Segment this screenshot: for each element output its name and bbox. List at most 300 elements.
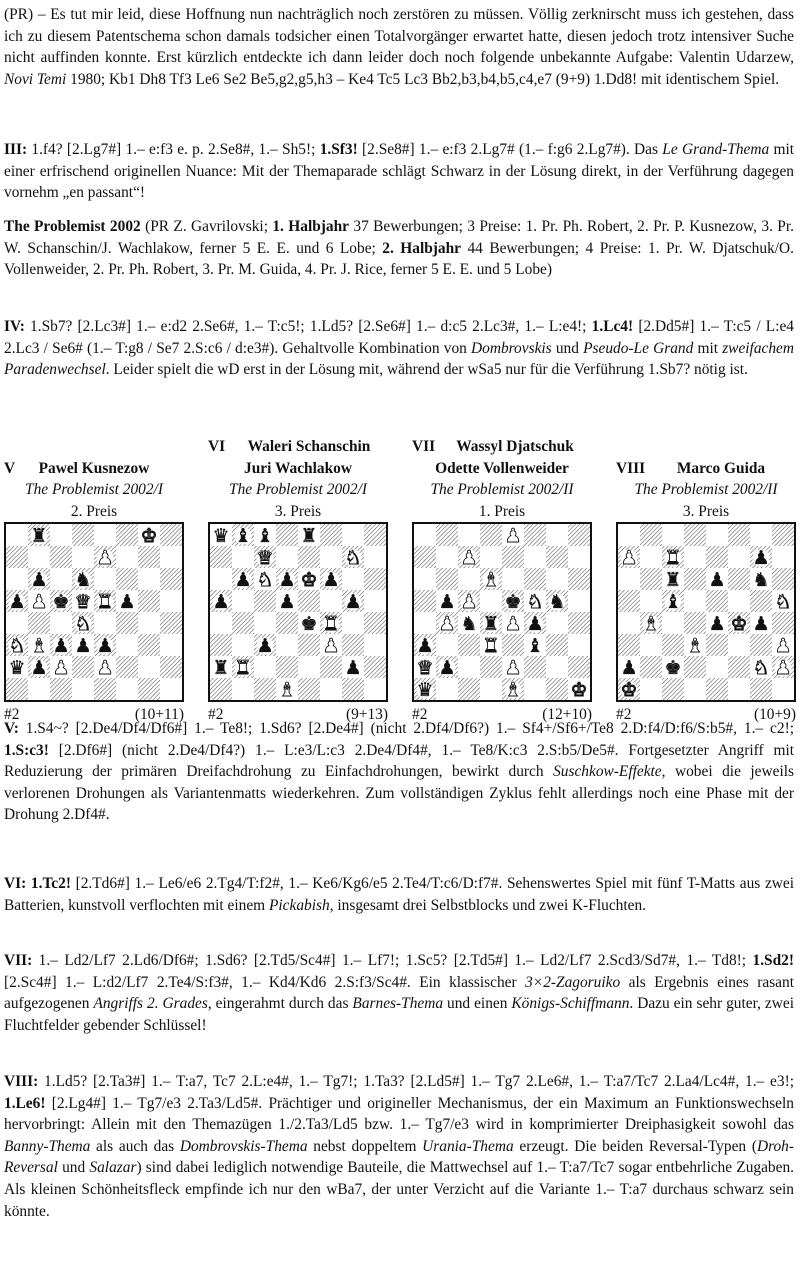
- board-square: [684, 590, 706, 612]
- white-pawn-icon: ♟: [460, 591, 478, 613]
- board-square: [502, 546, 524, 568]
- board-square: [706, 678, 728, 700]
- board-square: [160, 546, 182, 568]
- black-king-icon: ♚: [504, 591, 522, 613]
- black-king-icon: ♚: [300, 613, 318, 635]
- white-queen-icon: ♛: [74, 591, 92, 613]
- board-square: [618, 612, 640, 634]
- board-square: [750, 634, 772, 656]
- diagram-prize: 3. Preis: [682, 502, 730, 520]
- board-square: [772, 612, 794, 634]
- board-square: [276, 656, 298, 678]
- black-pawn-icon: ♟: [416, 635, 434, 657]
- board-square: [728, 678, 750, 700]
- board-square: [546, 524, 568, 546]
- chess-board: [208, 522, 388, 702]
- white-king-icon: ♚: [570, 679, 588, 700]
- board-square: [568, 590, 590, 612]
- black-pawn-icon: ♟: [256, 635, 274, 657]
- black-rook-icon: ♜: [482, 613, 500, 635]
- board-square: [728, 656, 750, 678]
- board-square: [662, 524, 684, 546]
- board-square: [276, 546, 298, 568]
- board-square: [276, 634, 298, 656]
- board-square: [414, 568, 436, 590]
- white-king-icon: ♚: [730, 613, 748, 635]
- black-rook-icon: ♜: [30, 525, 48, 547]
- white-rook-icon: ♜: [482, 635, 500, 657]
- diagram-author: Wassyl Djatschuk: [456, 438, 574, 455]
- black-bishop-icon: ♝: [664, 591, 682, 613]
- white-pawn-icon: ♟: [620, 547, 638, 569]
- board-square: [684, 568, 706, 590]
- board-square: [72, 656, 94, 678]
- board-square: [116, 634, 138, 656]
- board-square: [684, 524, 706, 546]
- board-square: [414, 524, 436, 546]
- board-square: [320, 590, 342, 612]
- board-square: [364, 678, 386, 700]
- piece-count: (12+10): [542, 706, 592, 723]
- board-square: [458, 634, 480, 656]
- board-square: [706, 634, 728, 656]
- diagram-number: VI: [208, 438, 226, 455]
- paragraph-iv: IV: 1.Sb7? [2.Lc3#] 1.– e:d2 2.Se6#, 1.– T:c5!; 1.Ld5? [2.Se6#] 1.– d:c5 2.Lc3#, 1.– L:e4!; 1.Lc4! [2.Dd5#] 1.– T:c5 / L:e4 2.Lc3 / Se6# (1.– T:g8 / Se7 2.S:c6 / d:e3#). Gehaltvolle Kombination von Dombrovskis und Pseudo-Le Grand mit zweifachem Paradenwechsel. Leider spielt die wD erst in der Lösung mit, während der wSa5 nur für die Verführung 1.Sb7? nötig ist.: [4, 318, 795, 379]
- board-square: [28, 546, 50, 568]
- stipulation: #2: [412, 706, 428, 723]
- board-square: [568, 546, 590, 568]
- stipulation: #2: [208, 706, 224, 723]
- board-square: [640, 546, 662, 568]
- board-square: [342, 634, 364, 656]
- piece-count: (10+11): [134, 706, 184, 723]
- black-bishop-icon: ♝: [256, 525, 274, 547]
- board-square: [524, 524, 546, 546]
- board-square: [342, 524, 364, 546]
- board-square: [480, 546, 502, 568]
- board-square: [414, 546, 436, 568]
- board-square: [342, 568, 364, 590]
- board-square: [94, 612, 116, 634]
- board-square: [232, 678, 254, 700]
- board-square: [436, 546, 458, 568]
- board-square: [750, 524, 772, 546]
- diagram-prize: 3. Preis: [274, 502, 322, 520]
- board-square: [160, 678, 182, 700]
- board-square: [342, 612, 364, 634]
- board-square: [364, 524, 386, 546]
- black-rook-icon: ♜: [300, 525, 318, 547]
- board-square: [728, 634, 750, 656]
- board-square: [254, 678, 276, 700]
- board-square: [232, 590, 254, 612]
- diagram-prize: 2. Preis: [70, 502, 118, 520]
- white-bishop-icon: ♝: [482, 569, 500, 591]
- board-square: [750, 590, 772, 612]
- board-square: [138, 634, 160, 656]
- board-square: [546, 634, 568, 656]
- white-rook-icon: ♜: [234, 657, 252, 679]
- board-square: [364, 546, 386, 568]
- board-square: [728, 524, 750, 546]
- diagram-vii: [412, 436, 592, 726]
- board-square: [72, 546, 94, 568]
- black-pawn-icon: ♟: [8, 591, 26, 613]
- board-square: [436, 524, 458, 546]
- white-pawn-icon: ♟: [52, 657, 70, 679]
- black-queen-icon: ♛: [8, 657, 26, 679]
- black-pawn-icon: ♟: [74, 635, 92, 657]
- board-square: [706, 590, 728, 612]
- black-pawn-icon: ♟: [118, 591, 136, 613]
- board-square: [6, 524, 28, 546]
- board-square: [524, 678, 546, 700]
- board-square: [160, 524, 182, 546]
- board-square: [6, 568, 28, 590]
- board-square: [684, 612, 706, 634]
- black-pawn-icon: ♟: [344, 591, 362, 613]
- black-knight-icon: ♞: [752, 569, 770, 591]
- black-rook-icon: ♜: [212, 657, 230, 679]
- board-square: [524, 546, 546, 568]
- white-knight-icon: ♞: [74, 613, 92, 635]
- diagram-source: The Problemist 2002/II: [634, 481, 778, 499]
- board-square: [6, 678, 28, 700]
- board-square: [458, 568, 480, 590]
- board-square: [436, 678, 458, 700]
- board-square: [116, 678, 138, 700]
- board-square: [210, 612, 232, 634]
- diagram-author: Marco Guida: [676, 459, 766, 477]
- board-square: [116, 524, 138, 546]
- board-square: [50, 678, 72, 700]
- board-square: [94, 568, 116, 590]
- board-square: [480, 590, 502, 612]
- board-square: [210, 678, 232, 700]
- board-square: [568, 568, 590, 590]
- board-square: [546, 678, 568, 700]
- board-square: [618, 524, 640, 546]
- black-rook-icon: ♜: [664, 569, 682, 591]
- paragraph-viii: VIII: 1.Ld5? [2.Ta3#] 1.– T:a7, Tc7 2.L:e4#, 1.– Tg7!; 1.Ta3? [2.Ld5#] 1.– Tg7 2.Le6#, 1.– T:a7/Tc7 2.La4/Lc4#, 1.– e3!; 1.Le6! [2.Lg4#] 1.– Tg7/e3 2.Ta3/Ld5#. Prächtiger und origineller Mechanismus, der ein Maximum an Funktionswechseln hervorbringt: Allein mit den Themazügen 1./2.Ta3/Ld5 bzw. 1.– Tg7/e3 wird in komprimierter Dreiphasigkeit sowohl das Banny-Thema als auch das Dombrovskis-Thema nebst doppeltem Urania-Thema erzeugt. Die beiden Reversal-Typen (Droh-Reversal und Salazar) sind dabei lediglich notwendige Bauteile, die Mattwechsel auf 1.– T:a7/Tc7 sogar entbehrliche Zugaben. Als kleinen Schönheitsfleck empfinde ich nur den wBa7, der unter Verzicht auf die Variante 1.– T:a7 durchaus schwarz sein könnte.: [4, 1073, 795, 1220]
- board-square: [458, 524, 480, 546]
- diagram-number: V: [4, 459, 16, 477]
- white-pawn-icon: ♟: [30, 591, 48, 613]
- white-bishop-icon: ♝: [686, 635, 704, 657]
- white-bishop-icon: ♝: [642, 613, 660, 635]
- board-square: [138, 656, 160, 678]
- diagram-header: [208, 436, 388, 522]
- board-square: [160, 634, 182, 656]
- board-square: [28, 612, 50, 634]
- black-pawn-icon: ♟: [52, 635, 70, 657]
- board-square: [210, 634, 232, 656]
- board-square: [568, 612, 590, 634]
- board-square: [276, 612, 298, 634]
- board-square: [436, 634, 458, 656]
- black-queen-icon: ♛: [212, 525, 230, 547]
- board-square: [414, 612, 436, 634]
- board-square: [94, 524, 116, 546]
- white-knight-icon: ♞: [344, 547, 362, 569]
- diagram-author: Waleri Schanschin: [247, 438, 371, 455]
- board-square: [480, 678, 502, 700]
- board-square: [6, 546, 28, 568]
- diagram-header: [4, 436, 184, 522]
- board-square: [364, 656, 386, 678]
- black-pawn-icon: ♟: [620, 657, 638, 679]
- piece-count: (9+13): [345, 706, 388, 723]
- board-square: [160, 590, 182, 612]
- diagram-number: VII: [412, 438, 436, 455]
- board-square: [160, 612, 182, 634]
- board-square: [138, 678, 160, 700]
- board-square: [662, 612, 684, 634]
- white-rook-icon: ♜: [96, 591, 114, 613]
- black-knight-icon: ♞: [460, 613, 478, 635]
- white-pawn-icon: ♟: [504, 613, 522, 635]
- diagram-vi: [208, 436, 388, 726]
- white-pawn-icon: ♟: [504, 657, 522, 679]
- white-rook-icon: ♜: [664, 547, 682, 569]
- board-square: [524, 568, 546, 590]
- white-king-icon: ♚: [620, 679, 638, 700]
- white-pawn-icon: ♟: [438, 613, 456, 635]
- diagram-author-2: Odette Vollenweider: [435, 459, 569, 477]
- board-square: [414, 590, 436, 612]
- diagram-viii: [616, 436, 796, 726]
- diagram-source: The Problemist 2002/II: [430, 481, 574, 499]
- board-square: [684, 546, 706, 568]
- stipulation: #2: [4, 706, 20, 723]
- white-pawn-icon: ♟: [96, 547, 114, 569]
- white-knight-icon: ♞: [8, 635, 26, 657]
- board-square: [480, 524, 502, 546]
- board-square: [772, 568, 794, 590]
- board-square: [458, 678, 480, 700]
- black-pawn-icon: ♟: [96, 635, 114, 657]
- board-square: [298, 634, 320, 656]
- board-square: [706, 524, 728, 546]
- paragraph-problemist-2002: The Problemist 2002 (PR Z. Gavrilovski; 1. Halbjahr 37 Bewerbungen; 3 Preise: 1. Pr. Ph. Robert, 2. Pr. P. Kusnezow, 3. Pr. W. Schanschin/J. Wachlakow, ferner 5 E. E. und 6 Lobe; 2. Halbjahr 44 Bewerbungen; 4 Preise: 1. Pr. W. Djatschuk/O. Vollenweider, 2. Pr. Ph. Robert, 3. Pr. M. Guida, 4. Pr. J. Rice, ferner 5 E. E. und 5 Lobe): [4, 218, 794, 279]
- board-square: [568, 656, 590, 678]
- board-square: [640, 568, 662, 590]
- diagram-number: VIII: [616, 459, 646, 477]
- black-pawn-icon: ♟: [752, 547, 770, 569]
- white-king-icon: ♚: [140, 525, 158, 547]
- white-bishop-icon: ♝: [504, 679, 522, 700]
- diagram-header: [616, 436, 796, 522]
- white-pawn-icon: ♟: [460, 547, 478, 569]
- board-square: [94, 678, 116, 700]
- chess-board: [616, 522, 796, 702]
- board-square: [524, 656, 546, 678]
- white-queen-icon: ♛: [416, 657, 434, 679]
- board-square: [750, 678, 772, 700]
- black-bishop-icon: ♝: [234, 525, 252, 547]
- board-square: [50, 546, 72, 568]
- board-square: [254, 656, 276, 678]
- paragraph-iii: III: 1.f4? [2.Lg7#] 1.– e:f3 e. p. 2.Se8#, 1.– Sh5!; 1.Sf3! [2.Se8#] 1.– e:f3 2.Lg7# (1.– f:g6 2.Lg7#). Das Le Grand-Thema mit einer erfrischend originellen Nuance: Mit der Themaparade schlägt Schwarz in der Lösung direkt, in der Verführung dagegen vornehm „en passant“!: [4, 141, 795, 202]
- board-square: [320, 546, 342, 568]
- white-queen-icon: ♛: [256, 547, 274, 569]
- black-pawn-icon: ♟: [234, 569, 252, 591]
- board-square: [640, 678, 662, 700]
- diagram-v: [4, 436, 184, 726]
- board-square: [546, 612, 568, 634]
- piece-count: (10+9): [753, 706, 796, 723]
- white-knight-icon: ♞: [256, 569, 274, 591]
- chess-board: [412, 522, 592, 702]
- board-square: [618, 568, 640, 590]
- paragraph-vi: VI: 1.Tc2! [2.Td6#] 1.– Le6/e6 2.Tg4/T:f2#, 1.– Ke6/Kg6/e5 2.Te4/T:c6/D:f7#. Sehenswertes Spiel mit fünf T-Matts aus zwei Batterien, kunstvoll verflochten mit einem Pickabish, insgesamt drei Selbstblocks und zwei K-Fluchten.: [4, 875, 794, 914]
- black-pawn-icon: ♟: [278, 569, 296, 591]
- white-pawn-icon: ♟: [774, 657, 792, 679]
- board-square: [772, 524, 794, 546]
- board-square: [772, 546, 794, 568]
- board-square: [138, 546, 160, 568]
- stipulation: #2: [616, 706, 632, 723]
- board-square: [618, 634, 640, 656]
- board-square: [640, 524, 662, 546]
- diagram-prize: 1. Preis: [478, 502, 526, 520]
- board-square: [684, 656, 706, 678]
- black-king-icon: ♚: [664, 657, 682, 679]
- board-square: [160, 656, 182, 678]
- board-square: [662, 634, 684, 656]
- board-square: [320, 524, 342, 546]
- board-square: [28, 678, 50, 700]
- board-square: [116, 656, 138, 678]
- white-knight-icon: ♞: [752, 657, 770, 679]
- board-square: [640, 656, 662, 678]
- board-square: [232, 546, 254, 568]
- board-square: [458, 656, 480, 678]
- board-square: [210, 546, 232, 568]
- board-square: [502, 568, 524, 590]
- black-queen-icon: ♛: [416, 679, 434, 700]
- black-bishop-icon: ♝: [526, 635, 544, 657]
- board-square: [728, 590, 750, 612]
- board-square: [728, 568, 750, 590]
- board-square: [116, 546, 138, 568]
- board-square: [50, 612, 72, 634]
- board-square: [342, 678, 364, 700]
- board-square: [72, 524, 94, 546]
- board-square: [364, 634, 386, 656]
- board-square: [160, 568, 182, 590]
- board-square: [662, 678, 684, 700]
- white-knight-icon: ♞: [774, 591, 792, 613]
- chess-board: [4, 522, 184, 702]
- board-square: [706, 546, 728, 568]
- diagram-author: Pawel Kusnezow: [38, 459, 150, 477]
- diagram-author-2: Juri Wachlakow: [244, 459, 352, 477]
- white-pawn-icon: ♟: [322, 635, 340, 657]
- board-square: [138, 612, 160, 634]
- board-square: [254, 590, 276, 612]
- board-square: [232, 612, 254, 634]
- board-square: [502, 634, 524, 656]
- board-square: [568, 634, 590, 656]
- black-king-icon: ♚: [52, 591, 70, 613]
- black-pawn-icon: ♟: [438, 591, 456, 613]
- black-pawn-icon: ♟: [708, 613, 726, 635]
- white-pawn-icon: ♟: [96, 657, 114, 679]
- board-square: [320, 656, 342, 678]
- board-square: [138, 590, 160, 612]
- board-square: [298, 678, 320, 700]
- diagram-source: The Problemist 2002/I: [229, 481, 367, 499]
- diagram-header: [412, 436, 592, 522]
- paragraph-vii: VII: 1.– Ld2/Lf7 2.Ld6/Df6#; 1.Sd6? [2.Td5/Sc4#] 1.– Lf7!; 1.Sc5? [2.Td5#] 1.– Ld2/Lf7 2.Scd3/Sd7#, 1.– Td8!; 1.Sd2! [2.Sc4#] 1.– L:d2/Lf7 2.Te4/S:f3#, 1.– Kd4/Kd6 2.S:f3/Sc4#. Ein klassischer 3×2-Zagoruiko als Ergebnis eines rasant aufgezogenen Angriffs 2. Grades, eingerahmt durch das Barnes-Thema und einen Königs-Schiffmann. Dazu ein sehr guter, zwei Fluchtfelder gebender Schlüssel!: [4, 952, 794, 1034]
- white-pawn-icon: ♟: [504, 525, 522, 547]
- black-pawn-icon: ♟: [322, 569, 340, 591]
- black-pawn-icon: ♟: [526, 613, 544, 635]
- white-king-icon: ♚: [300, 569, 318, 591]
- board-square: [138, 568, 160, 590]
- board-square: [320, 678, 342, 700]
- diagram-source: The Problemist 2002/I: [25, 481, 163, 499]
- board-square: [364, 568, 386, 590]
- black-pawn-icon: ♟: [30, 657, 48, 679]
- board-square: [568, 524, 590, 546]
- board-square: [640, 590, 662, 612]
- board-square: [706, 656, 728, 678]
- board-square: [436, 568, 458, 590]
- board-square: [50, 568, 72, 590]
- board-square: [254, 612, 276, 634]
- board-square: [364, 612, 386, 634]
- board-square: [72, 678, 94, 700]
- board-square: [116, 612, 138, 634]
- paragraph-intro: (PR) – Es tut mir leid, diese Hoffnung nun nachträglich noch zerstören zu müssen. Völlig zerknirscht muss ich gestehen, dass ich zu diesem Patentschema schon damals todsicher einen Totalvorgänger erwartet hatte, diesen jedoch trotz intensiver Suche nicht auffinden konnte. Erst kürzlich entdeckte ich dann leider doch noch folgende unbekannte Aufgabe: Valentin Udarzew, Novi Temi 1980; Kb1 Dh8 Tf3 Le6 Se2 Be5,g2,g5,h3 – Ke4 Tc5 Lc3 Bb2,b3,b4,b5,c4,e7 (9+9) 1.Dd8! mit identischem Spiel.: [4, 6, 794, 88]
- board-square: [618, 590, 640, 612]
- board-square: [480, 656, 502, 678]
- board-square: [728, 546, 750, 568]
- black-pawn-icon: ♟: [30, 569, 48, 591]
- board-square: [684, 678, 706, 700]
- paragraph-v: V: 1.S4~? [2.De4/Df4/Df6#] 1.– Te8!; 1.Sd6? [2.De4#] (nicht 2.Df4/Df6?) 1.– Sf4+/Sf6+/Te8 2.D:f4/D:f6/S:b5#, 1.– c2!; 1.S:c3! [2.Df6#] (nicht 2.De4/Df4?) 1.– L:e3/L:c3 2.De4/Df4#, 1.– Te8/K:c3 2.S:b5/De5#. Fortgesetzter Angriff mit Reduzierung der primären Dreifachdrohung zu Einfachdrohungen, bewirkt durch Suschkow-Effekte, wobei die jeweils verlorenen Drohungen als Variantenmatts wiederkehren. Zum vollständigen Zyklus fehlt allerdings noch eine Phase mit der Drohung 2.Df4#.: [4, 720, 795, 824]
- black-pawn-icon: ♟: [438, 657, 456, 679]
- white-rook-icon: ♜: [322, 613, 340, 635]
- board-square: [50, 524, 72, 546]
- board-square: [276, 524, 298, 546]
- board-square: [298, 546, 320, 568]
- board-square: [640, 634, 662, 656]
- board-square: [6, 612, 28, 634]
- board-square: [298, 590, 320, 612]
- board-square: [364, 590, 386, 612]
- black-knight-icon: ♞: [548, 591, 566, 613]
- white-pawn-icon: ♟: [774, 635, 792, 657]
- white-bishop-icon: ♝: [278, 679, 296, 700]
- white-bishop-icon: ♝: [30, 635, 48, 657]
- board-square: [772, 678, 794, 700]
- white-knight-icon: ♞: [526, 591, 544, 613]
- board-square: [210, 568, 232, 590]
- board-square: [546, 546, 568, 568]
- black-pawn-icon: ♟: [708, 569, 726, 591]
- black-pawn-icon: ♟: [752, 613, 770, 635]
- black-pawn-icon: ♟: [278, 591, 296, 613]
- board-square: [232, 634, 254, 656]
- black-pawn-icon: ♟: [212, 591, 230, 613]
- black-pawn-icon: ♟: [344, 657, 362, 679]
- board-square: [546, 656, 568, 678]
- black-knight-icon: ♞: [74, 569, 92, 591]
- board-square: [298, 656, 320, 678]
